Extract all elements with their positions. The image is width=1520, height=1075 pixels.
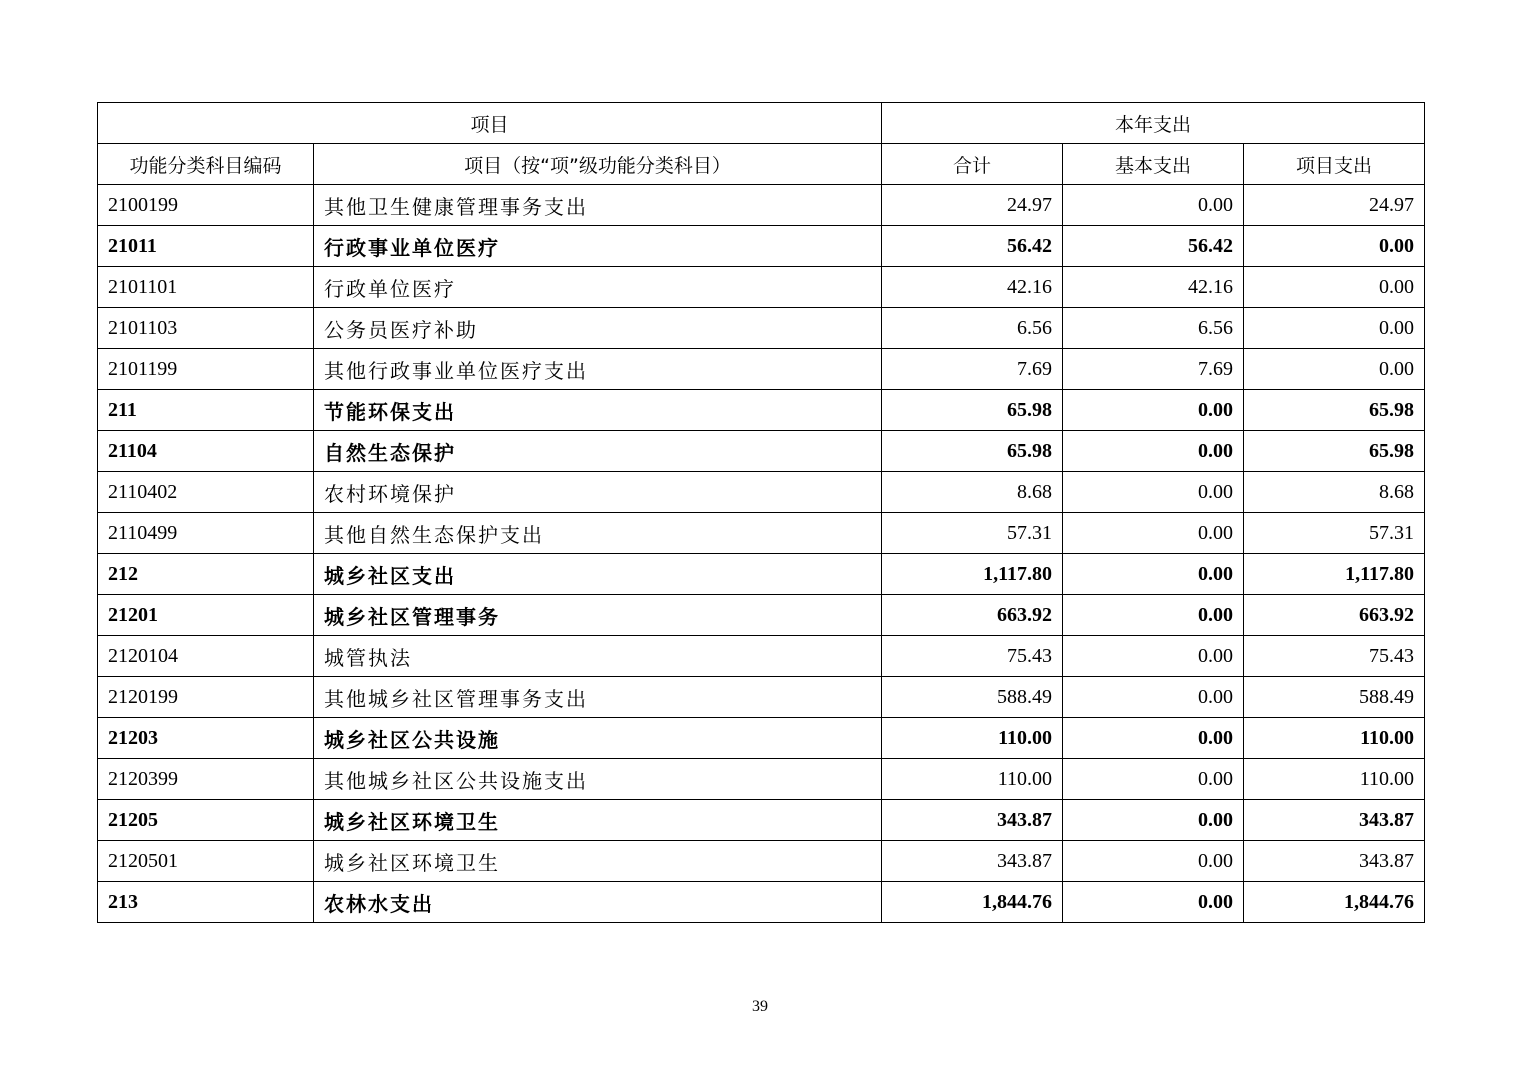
basic-cell: 42.16 bbox=[1063, 267, 1244, 308]
basic-cell: 56.42 bbox=[1063, 226, 1244, 267]
name-cell: 节能环保支出 bbox=[314, 390, 882, 431]
table-row bbox=[98, 759, 1425, 800]
table-row bbox=[98, 226, 1425, 267]
project-cell: 343.87 bbox=[1244, 800, 1425, 841]
project-cell: 663.92 bbox=[1244, 595, 1425, 636]
total-cell: 663.92 bbox=[882, 595, 1063, 636]
header-basic: 基本支出 bbox=[1063, 144, 1244, 185]
code-cell: 2120501 bbox=[98, 841, 314, 882]
code-cell: 21011 bbox=[98, 226, 314, 267]
header-code: 功能分类科目编码 bbox=[98, 144, 314, 185]
name-cell: 行政事业单位医疗 bbox=[314, 226, 882, 267]
table-row bbox=[98, 595, 1425, 636]
code-cell: 2120399 bbox=[98, 759, 314, 800]
name-cell: 城乡社区支出 bbox=[314, 554, 882, 595]
name-cell: 城乡社区环境卫生 bbox=[314, 800, 882, 841]
total-cell: 343.87 bbox=[882, 800, 1063, 841]
total-cell: 57.31 bbox=[882, 513, 1063, 554]
code-cell: 2101199 bbox=[98, 349, 314, 390]
project-cell: 110.00 bbox=[1244, 718, 1425, 759]
total-cell: 110.00 bbox=[882, 718, 1063, 759]
project-cell: 65.98 bbox=[1244, 431, 1425, 472]
code-cell: 21203 bbox=[98, 718, 314, 759]
name-cell: 其他自然生态保护支出 bbox=[314, 513, 882, 554]
basic-cell: 0.00 bbox=[1063, 513, 1244, 554]
total-cell: 65.98 bbox=[882, 431, 1063, 472]
code-cell: 2100199 bbox=[98, 185, 314, 226]
header-current-year-expense: 本年支出 bbox=[882, 103, 1425, 144]
code-cell: 213 bbox=[98, 882, 314, 923]
header-project: 项目支出 bbox=[1244, 144, 1425, 185]
total-cell: 42.16 bbox=[882, 267, 1063, 308]
total-cell: 1,117.80 bbox=[882, 554, 1063, 595]
basic-cell: 0.00 bbox=[1063, 431, 1244, 472]
basic-cell: 0.00 bbox=[1063, 472, 1244, 513]
total-cell: 65.98 bbox=[882, 390, 1063, 431]
project-cell: 0.00 bbox=[1244, 226, 1425, 267]
header-row-top bbox=[98, 103, 1425, 144]
table-row bbox=[98, 677, 1425, 718]
table-row bbox=[98, 390, 1425, 431]
total-cell: 8.68 bbox=[882, 472, 1063, 513]
name-cell: 行政单位医疗 bbox=[314, 267, 882, 308]
project-cell: 75.43 bbox=[1244, 636, 1425, 677]
name-cell: 城乡社区环境卫生 bbox=[314, 841, 882, 882]
name-cell: 农村环境保护 bbox=[314, 472, 882, 513]
name-cell: 城乡社区公共设施 bbox=[314, 718, 882, 759]
name-cell: 公务员医疗补助 bbox=[314, 308, 882, 349]
basic-cell: 0.00 bbox=[1063, 595, 1244, 636]
basic-cell: 0.00 bbox=[1063, 800, 1244, 841]
basic-cell: 0.00 bbox=[1063, 636, 1244, 677]
total-cell: 56.42 bbox=[882, 226, 1063, 267]
code-cell: 211 bbox=[98, 390, 314, 431]
project-cell: 0.00 bbox=[1244, 308, 1425, 349]
code-cell: 2110402 bbox=[98, 472, 314, 513]
table-row bbox=[98, 513, 1425, 554]
project-cell: 57.31 bbox=[1244, 513, 1425, 554]
basic-cell: 0.00 bbox=[1063, 390, 1244, 431]
name-cell: 自然生态保护 bbox=[314, 431, 882, 472]
name-cell: 其他城乡社区管理事务支出 bbox=[314, 677, 882, 718]
basic-cell: 0.00 bbox=[1063, 718, 1244, 759]
basic-cell: 0.00 bbox=[1063, 677, 1244, 718]
table-row bbox=[98, 267, 1425, 308]
table-row bbox=[98, 308, 1425, 349]
code-cell: 21201 bbox=[98, 595, 314, 636]
table-body bbox=[98, 185, 1425, 923]
total-cell: 75.43 bbox=[882, 636, 1063, 677]
basic-cell: 0.00 bbox=[1063, 554, 1244, 595]
expenditure-table bbox=[97, 102, 1425, 923]
project-cell: 343.87 bbox=[1244, 841, 1425, 882]
name-cell: 其他卫生健康管理事务支出 bbox=[314, 185, 882, 226]
project-cell: 1,844.76 bbox=[1244, 882, 1425, 923]
project-cell: 0.00 bbox=[1244, 349, 1425, 390]
name-cell: 其他行政事业单位医疗支出 bbox=[314, 349, 882, 390]
code-cell: 21104 bbox=[98, 431, 314, 472]
table-row bbox=[98, 472, 1425, 513]
basic-cell: 0.00 bbox=[1063, 882, 1244, 923]
project-cell: 8.68 bbox=[1244, 472, 1425, 513]
project-cell: 110.00 bbox=[1244, 759, 1425, 800]
basic-cell: 6.56 bbox=[1063, 308, 1244, 349]
table-row bbox=[98, 882, 1425, 923]
total-cell: 588.49 bbox=[882, 677, 1063, 718]
code-cell: 21205 bbox=[98, 800, 314, 841]
total-cell: 24.97 bbox=[882, 185, 1063, 226]
name-cell: 农林水支出 bbox=[314, 882, 882, 923]
total-cell: 110.00 bbox=[882, 759, 1063, 800]
total-cell: 7.69 bbox=[882, 349, 1063, 390]
code-cell: 2101103 bbox=[98, 308, 314, 349]
page-number: 39 bbox=[752, 998, 768, 1015]
header-name: 项目（按“项”级功能分类科目） bbox=[314, 144, 882, 185]
table-row bbox=[98, 185, 1425, 226]
code-cell: 2120104 bbox=[98, 636, 314, 677]
total-cell: 6.56 bbox=[882, 308, 1063, 349]
total-cell: 343.87 bbox=[882, 841, 1063, 882]
project-cell: 588.49 bbox=[1244, 677, 1425, 718]
name-cell: 城乡社区管理事务 bbox=[314, 595, 882, 636]
table-row bbox=[98, 349, 1425, 390]
header-total: 合计 bbox=[882, 144, 1063, 185]
table-row bbox=[98, 800, 1425, 841]
project-cell: 1,117.80 bbox=[1244, 554, 1425, 595]
name-cell: 城管执法 bbox=[314, 636, 882, 677]
project-cell: 24.97 bbox=[1244, 185, 1425, 226]
code-cell: 2101101 bbox=[98, 267, 314, 308]
code-cell: 2110499 bbox=[98, 513, 314, 554]
basic-cell: 0.00 bbox=[1063, 841, 1244, 882]
header-row-sub bbox=[98, 144, 1425, 185]
basic-cell: 0.00 bbox=[1063, 185, 1244, 226]
header-item: 项目 bbox=[98, 103, 882, 144]
total-cell: 1,844.76 bbox=[882, 882, 1063, 923]
table-row bbox=[98, 554, 1425, 595]
project-cell: 65.98 bbox=[1244, 390, 1425, 431]
table-row bbox=[98, 636, 1425, 677]
basic-cell: 0.00 bbox=[1063, 759, 1244, 800]
table-row bbox=[98, 718, 1425, 759]
code-cell: 212 bbox=[98, 554, 314, 595]
table-row bbox=[98, 431, 1425, 472]
code-cell: 2120199 bbox=[98, 677, 314, 718]
basic-cell: 7.69 bbox=[1063, 349, 1244, 390]
table-row bbox=[98, 841, 1425, 882]
name-cell: 其他城乡社区公共设施支出 bbox=[314, 759, 882, 800]
project-cell: 0.00 bbox=[1244, 267, 1425, 308]
